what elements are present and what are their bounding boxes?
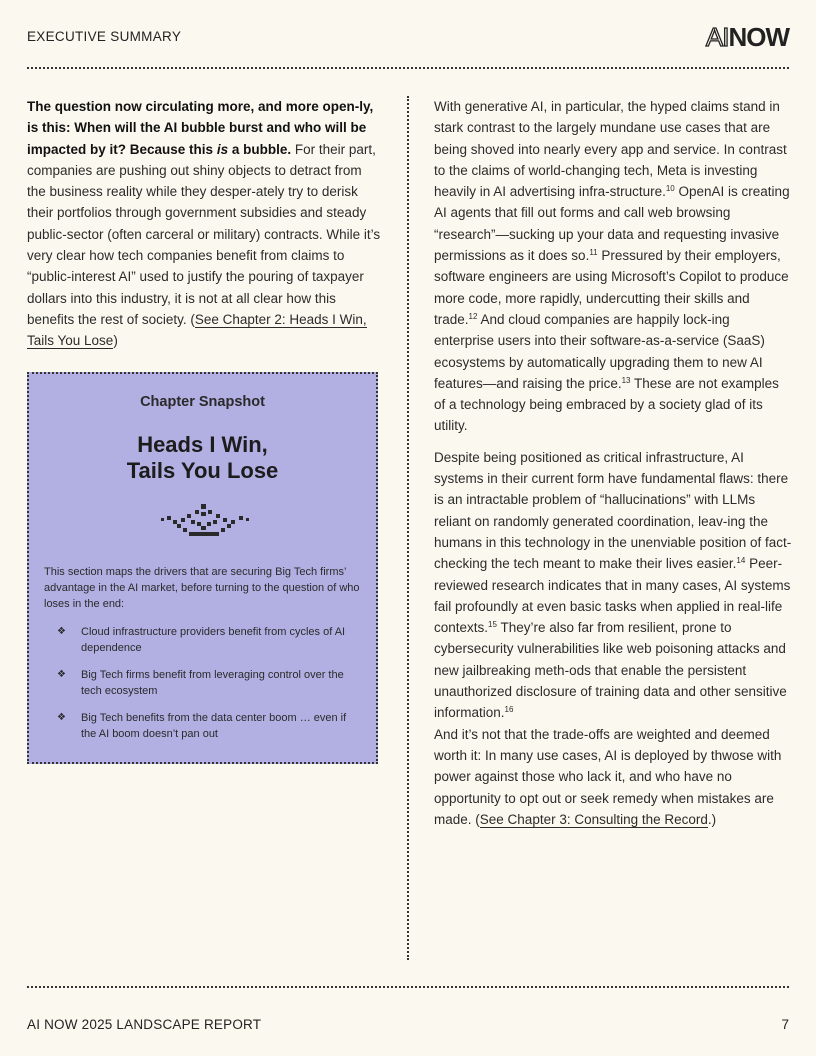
header-divider [27,67,789,69]
logo-now-text: NOW [728,22,789,52]
footnote-ref: 12 [468,311,478,321]
ai-now-logo [706,22,789,53]
bullet-icon: ❖ [57,669,66,680]
paragraph-flaws: Despite being positioned as critical infrastructure, AI systems in their current form have fundamental flaws: there is an intractable problem of “hallucinations” with LLMs reliant on randomly generated coordination, leav-ing the humans in this technology in the unenviable position of fact-checking the tech meant to make their lives easier.$^{14}$ Peer-reviewed research indicates that in many cases, AI systems fail profoundly at even basic tasks when applied in real-life contexts.$^{15}$ They’re also far from resilient, prone to cybersecurity vulnerabilities like web poisoning attacks and new jailbreaking meth-ods that enable the persistent unauthorized disclosure of training data and other sensitive information.$^{16}$ [434,449,792,721]
footnote-ref: 13 [621,375,631,385]
logo-ai-text: AI [705,22,729,52]
bullet-icon: ❖ [57,626,66,637]
paragraph-tradeoffs: And it’s not that the trade-offs are weighted and deemed worth it: In many use cases, AI is deployed by thwose with power against those who lack it, and who have no opportunity to opt out or seek remedy when mistakes are made. (See Chapter 3: Consulting the Record.) [434,726,782,827]
page-number: 7 [781,1017,789,1032]
chapter-3-link[interactable]: See Chapter 3: Consulting the Record [479,811,708,827]
paragraph-hype: With generative AI, in particular, the hyped claims stand in stark contrast to the largely mundane use cases that are being shoved into nearly every app and service. In contrast to the claims of world-changing tech, Meta is investing heavily in AI advertising infra-structure.$^{10}$ OpenAI is creating AI agents that fill out forms and call web browsing “research”—sucking up your data and requesting invasive permissions as it does so.$^{11}$ Pressured by their employers, software engineers are using Microsoft’s Copilot to produce more code, more rapidly, undercutting their skills and trade.$^{12}$ And cloud companies are happily lock-ing enterprise users into their software-as-a-service (SaaS) ecosystems by automatically upgrading them to new AI features—and raising the price.$^{13}$ These are not examples of a technology being embraced by a society glad of its utility. [434,99,790,434]
footnote-ref: 10 [665,184,675,194]
snapshot-list [44,624,364,753]
lead-question: The question now circulating more, and more open-ly, is this: When will the AI bubble burst and who will be impacted by it? Because this is a bubble. [27,99,374,157]
chapter-2-link[interactable]: See Chapter 2: Heads I Win, Tails You Lose [27,311,367,349]
list-item: ❖ Cloud infrastructure providers benefit from cycles of AI dependence [57,626,346,654]
chapter-snapshot-box [27,372,378,764]
snapshot-title: Heads I Win, Tails You Lose [126,432,279,483]
footnote-ref: 16 [504,705,514,715]
footnote-ref: 14 [736,556,746,566]
footnote-ref: 11 [589,248,598,258]
crown-pixel-icon [157,504,253,544]
left-column [27,96,383,352]
report-title: AI NOW 2025 LANDSCAPE REPORT [27,1017,262,1032]
footer-divider [27,986,789,988]
bullet-icon: ❖ [57,712,66,723]
right-column [434,96,792,830]
footnote-ref: 15 [488,620,497,630]
column-divider [407,96,409,960]
list-item: ❖ Big Tech firms benefit from leveraging control over the tech ecosystem [57,669,344,697]
intro-paragraph: The question now circulating more, and more open-ly, is this: When will the AI bubble burst and who will be impacted by it? Because this is a bubble. For their part, companies are pushing out shiny objects to detract from the business reality while they desper-ately try to derisk their portfolios through government subsidies and steady public-sector (often carceral or military) contracts. While it’s very clear how tech companies benefit from claims to “public-interest AI” used to justify the pouring of taxpayer dollars into this industry, it is not at all clear how this benefits the rest of society. (See Chapter 2: Heads I Win, Tails You Lose) [27,99,381,349]
running-header: EXECUTIVE SUMMARY [27,29,182,44]
snapshot-intro: This section maps the drivers that are securing Big Tech firms’ advantage in the AI market, before turning to the question of who loses in the end: [44,566,360,610]
snapshot-label: Chapter Snapshot [140,394,265,410]
list-item: ❖ Big Tech benefits from the data center boom … even if the AI boom doesn’t pan out [57,712,347,740]
